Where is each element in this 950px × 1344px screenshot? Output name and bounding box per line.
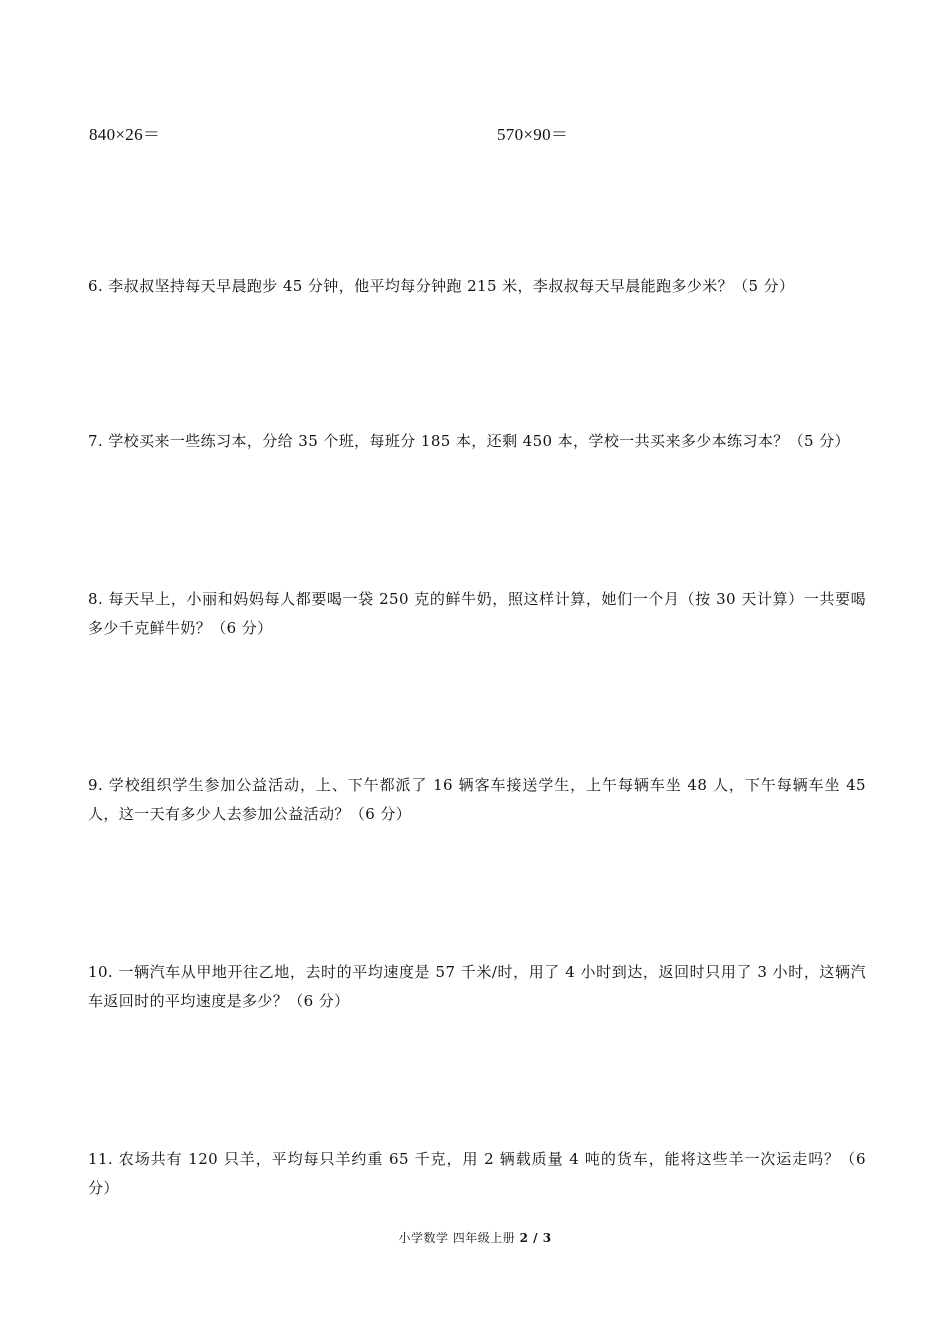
problem-6: 6. 李叔叔坚持每天早晨跑步 45 分钟，他平均每分钟跑 215 米，李叔叔每天早晨能跑多少米？（5 分） [88, 277, 795, 295]
problem-9: 9. 学校组织学生参加公益活动，上、下午都派了 16 辆客车接送学生，上午每辆车坐 48 人，下午每辆车坐 45 人，这一天有多少人去参加公益活动？（6 分） [88, 776, 866, 823]
problem-8: 8. 每天早上，小丽和妈妈每人都要喝一袋 250 克的鲜牛奶，照这样计算，她们一个月（按 30 天计算）一共要喝多少千克鲜牛奶？（6 分） [88, 590, 866, 637]
page-number: 2 / 3 [519, 1231, 552, 1245]
problem-11: 11. 农场共有 120 只羊，平均每只羊约重 65 千克，用 2 辆载质量 4 吨的货车，能将这些羊一次运走吗？（6 分） [88, 1150, 866, 1197]
footer-label: 小学数学 四年级上册 [398, 1231, 516, 1245]
page-footer [0, 1229, 950, 1246]
calculation-right: 570×90＝ [497, 125, 569, 144]
problem-10: 10. 一辆汽车从甲地开往乙地，去时的平均速度是 57 千米/时，用了 4 小时到达，返回时只用了 3 小时，这辆汽车返回时的平均速度是多少？（6 分） [88, 963, 866, 1010]
calculation-left: 840×26＝ [89, 125, 161, 144]
problem-7: 7. 学校买来一些练习本，分给 35 个班，每班分 185 本，还剩 450 本，学校一共买来多少本练习本？（5 分） [88, 432, 850, 450]
